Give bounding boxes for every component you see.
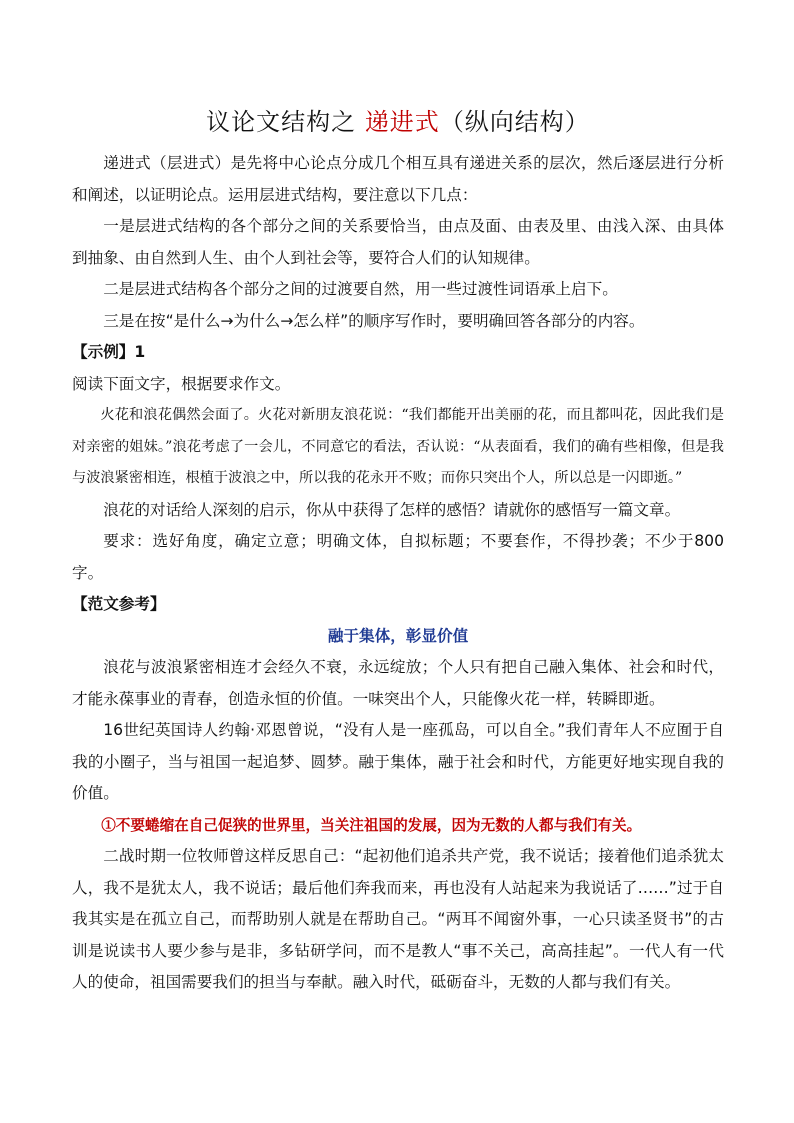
example-label: 【示例】1 — [72, 343, 146, 361]
intro-paragraph-3: 二是层进式结构各个部分之间的过渡要自然，用一些过渡性词语承上启下。 — [103, 280, 618, 298]
page-title — [72, 100, 724, 144]
intro-paragraph-2: 一是层进式结构的各个部分之间的关系要恰当，由点及面、由表及里、由浅入深、由具体到抽象、由自然到人生、由个人到社会等，要符合人们的认知规律。 — [72, 217, 724, 267]
title-suffix: （纵向结构） — [439, 108, 590, 136]
prompt-instruction: 阅读下面文字，根据要求作文。 — [72, 374, 291, 393]
essay-paragraph-2: 16世纪英国诗人约翰·邓恩曾说，“没有人是一座孤岛，可以自全。”我们青年人不应囿于自我的小圈子，当与祖国一起追梦、圆梦。融于集体，融于社会和时代，方能更好地实现自我的价值。 — [72, 721, 724, 802]
question-text: 浪花的对话给人深刻的启示，你从中获得了怎样的感悟？请就你的感悟写一篇文章。 — [103, 500, 681, 519]
essay-paragraph-1: 浪花与波浪紧密相连才会经久不衰，永远绽放；个人只有把自己融入集体、社会和时代，才能永葆事业的青春，创造永恒的价值。一味突出个人，只能像火花一样，转瞬即逝。 — [72, 658, 724, 708]
document-page — [72, 100, 724, 999]
title-highlight: 递进式 — [364, 108, 440, 136]
story-text: 火花和浪花偶然会面了。火花对新朋友浪花说：“我们都能开出美丽的花，而且都叫花，因此我们是对亲密的姐妹。”浪花考虑了一会儿，不同意它的看法，否认说：“从表面看，我们的确有些相像，但是我与波浪紧密相连，根植于波浪之中，所以我的花永开不败；而你只突出个人，所以总是一闪即逝。” — [72, 407, 724, 486]
intro-paragraph-1: 递进式（层进式）是先将中心论点分成几个相互具有递进关系的层次，然后逐层进行分析和阐述，以证明论点。运用层进式结构，要注意以下几点： — [72, 154, 724, 204]
intro-paragraph-4: 三是在按“是什么→为什么→怎么样”的顺序写作时，要明确回答各部分的内容。 — [103, 311, 645, 330]
essay-paragraph-3: 二战时期一位牧师曾这样反思自己：“起初他们追杀共产党，我不说话；接着他们追杀犹太人，我不是犹太人，我不说话；最后他们奔我而来，再也没有人站起来为我说话了……”过于自我其实是在孤立自己，而帮助别人就是在帮助自己。“两耳不闻窗外事，一心只读圣贤书”的古训是说读书人要少参与是非，多钻研学问，而不是教人“事不关己，高高挂起”。一代人有一代人的使命，祖国需要我们的担当与奉献。融入时代，砥砺奋斗，无数的人都与我们有关。 — [72, 847, 724, 991]
essay-title: 融于集体，彰显价值 — [327, 626, 469, 645]
title-prefix: 议论文结构之 — [206, 108, 365, 136]
requirement-text: 要求：选好角度，确定立意；明确文体，自拟标题；不要套作，不得抄袭；不少于800字。 — [72, 532, 724, 582]
model-label: 【范文参考】 — [72, 595, 166, 613]
essay-point-1: ①不要蜷缩在自己促狭的世界里，当关注祖国的发展，因为无数的人都与我们有关。 — [101, 816, 642, 834]
